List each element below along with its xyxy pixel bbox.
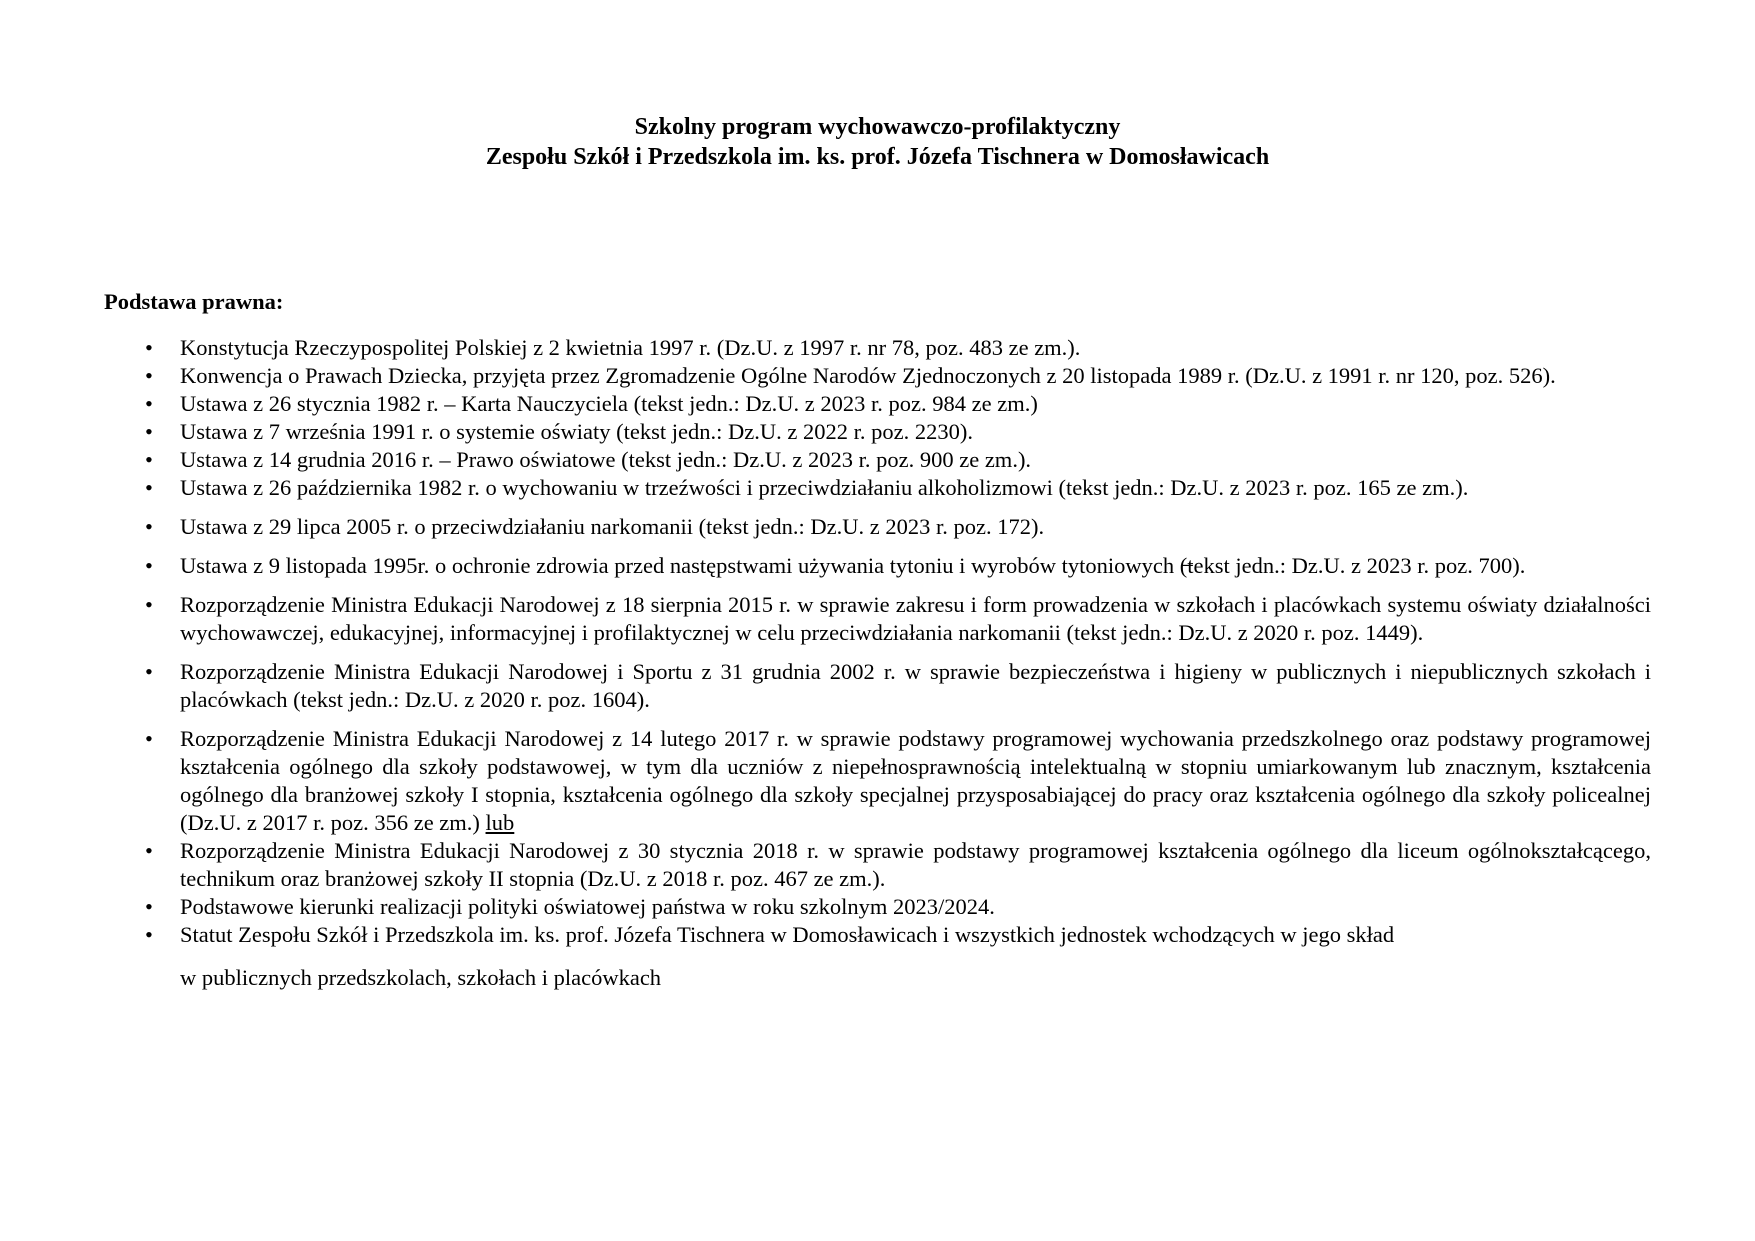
- bullet-icon: •: [145, 592, 153, 617]
- legal-basis-trailing-text: w publicznych przedszkolach, szkołach i placówkach: [180, 965, 662, 990]
- bullet-icon: •: [145, 894, 153, 919]
- legal-basis-item-text: Rozporządzenie Ministra Edukacji Narodowej i Sportu z 31 grudnia 2002 r. w sprawie bezpieczeństwa i higieny w publicznych i niepublicznych szkołach i placówkach (tekst jedn.: Dz.U. z 2020 r. poz. 1604).: [180, 659, 1651, 712]
- legal-basis-item: [104, 362, 1651, 390]
- legal-basis-item-text: Ustawa z 26 października 1982 r. o wychowaniu w trzeźwości i przeciwdziałaniu alkoholizmowi (tekst jedn.: Dz.U. z 2023 r. poz. 165 ze zm.).: [180, 475, 1469, 500]
- legal-basis-item-text: Ustawa z 26 stycznia 1982 r. – Karta Nauczyciela (tekst jedn.: Dz.U. z 2023 r. poz. 984 ze zm.): [180, 391, 1038, 416]
- document-title-line-1: Szkolny program wychowawczo-profilaktyczny: [634, 114, 1121, 140]
- legal-basis-item-text: Ustawa z 14 grudnia 2016 r. – Prawo oświatowe (tekst jedn.: Dz.U. z 2023 r. poz. 900 ze zm.).: [180, 447, 1032, 472]
- bullet-icon: •: [145, 514, 153, 539]
- bullet-icon: •: [145, 419, 153, 444]
- bullet-icon: •: [145, 659, 153, 684]
- bullet-icon: •: [145, 553, 153, 578]
- bullet-icon: •: [145, 363, 153, 388]
- legal-basis-item-text: Konstytucja Rzeczypospolitej Polskiej z 2 kwietnia 1997 r. (Dz.U. z 1997 r. nr 78, poz. 483 ze zm.).: [180, 335, 1081, 360]
- bullet-icon: •: [145, 726, 153, 751]
- legal-basis-item-text: Ustawa z 9 listopada 1995r. o ochronie zdrowia przed następstwami używania tytoniu i wyrobów tytoniowych (̶tekst jedn.: Dz.U. z 2023 r. poz. 700).: [180, 553, 1526, 578]
- legal-basis-item: [104, 591, 1651, 647]
- legal-basis-item-text: Statut Zespołu Szkół i Przedszkola im. ks. prof. Józefa Tischnera w Domosławicach i wszystkich jednostek wchodzących w jego skład: [180, 922, 1395, 947]
- bullet-icon: •: [145, 335, 153, 360]
- legal-basis-item-text: Rozporządzenie Ministra Edukacji Narodowej z 14 lutego 2017 r. w sprawie podstawy programowej wychowania przedszkolnego oraz podstawy programowej kształcenia ogólnego dla szkoły podstawowej, w tym dla uczniów z niepełnosprawnością intelektualną w stopniu umiarkowanym lub znacznym, kształcenia ogólnego dla branżowej szkoły I stopnia, kształcenia ogólnego dla szkoły specjalnej przysposabiającej do pracy oraz kształcenia ogólnego dla szkoły policealnej (Dz.U. z 2017 r. poz. 356 ze zm.): [180, 726, 1651, 835]
- legal-basis-item: [104, 552, 1651, 580]
- legal-basis-item: [104, 837, 1651, 893]
- legal-basis-list: [104, 334, 1651, 949]
- legal-basis-item: [104, 658, 1651, 714]
- legal-basis-item-text: Ustawa z 29 lipca 2005 r. o przeciwdziałaniu narkomanii (tekst jedn.: Dz.U. z 2023 r. poz. 172).: [180, 514, 1045, 539]
- legal-basis-item: [104, 513, 1651, 541]
- bullet-icon: •: [145, 922, 153, 947]
- legal-basis-item: [104, 725, 1651, 837]
- legal-basis-item-text: Rozporządzenie Ministra Edukacji Narodowej z 30 stycznia 2018 r. w sprawie podstawy programowej kształcenia ogólnego dla liceum ogólnokształcącego, technikum oraz branżowej szkoły II stopnia (Dz.U. z 2018 r. poz. 467 ze zm.).: [180, 838, 1651, 891]
- bullet-icon: •: [145, 447, 153, 472]
- legal-basis-item: [104, 893, 1651, 921]
- document-title-line-2: Zespołu Szkół i Przedszkola im. ks. prof. Józefa Tischnera w Domosławicach: [485, 144, 1270, 170]
- legal-basis-item: [104, 921, 1651, 949]
- bullet-icon: •: [145, 838, 153, 863]
- legal-basis-item-text: Ustawa z 7 września 1991 r. o systemie oświaty (tekst jedn.: Dz.U. z 2022 r. poz. 2230).: [180, 419, 973, 444]
- legal-basis-heading: Podstawa prawna:: [104, 289, 284, 314]
- legal-basis-item: [104, 474, 1651, 502]
- underlined-word: lub: [485, 810, 515, 835]
- document-title: [104, 112, 1651, 172]
- legal-basis-item: [104, 334, 1651, 362]
- legal-basis-item: [104, 390, 1651, 418]
- legal-basis-item-text: Konwencja o Prawach Dziecka, przyjęta przez Zgromadzenie Ogólne Narodów Zjednoczonych z 20 listopada 1989 r. (Dz.U. z 1991 r. nr 120, poz. 526).: [180, 363, 1556, 388]
- bullet-icon: •: [145, 475, 153, 500]
- legal-basis-item-text: Rozporządzenie Ministra Edukacji Narodowej z 18 sierpnia 2015 r. w sprawie zakresu i form prowadzenia w szkołach i placówkach systemu oświaty działalności wychowawczej, edukacyjnej, informacyjnej i profilaktycznej w celu przeciwdziałania narkomanii (tekst jedn.: Dz.U. z 2020 r. poz. 1449).: [180, 592, 1651, 645]
- bullet-icon: •: [145, 391, 153, 416]
- legal-basis-item-text: Podstawowe kierunki realizacji polityki oświatowej państwa w roku szkolnym 2023/2024.: [180, 894, 995, 919]
- legal-basis-item: [104, 446, 1651, 474]
- legal-basis-item: [104, 418, 1651, 446]
